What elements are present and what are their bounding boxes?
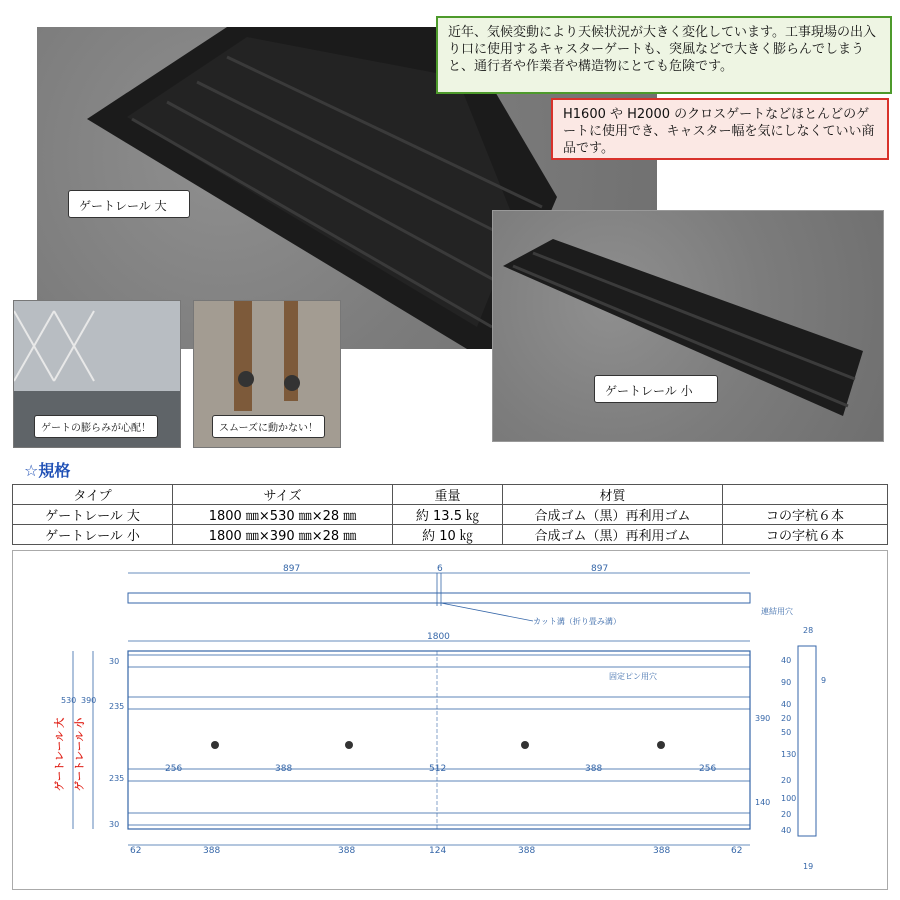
cell: 合成ゴム（黒）再利用ゴム xyxy=(503,525,723,545)
dim-right-390: 390 xyxy=(755,714,771,723)
pin-hole-3 xyxy=(521,741,529,749)
label-large-text: ゲートレール 大 xyxy=(79,199,167,213)
side-dim-9: 20 xyxy=(781,776,792,785)
red-callout xyxy=(551,98,889,160)
side-dim-5: 40 xyxy=(781,700,792,709)
dim-bot-2: 388 xyxy=(203,846,221,856)
label-large-rail xyxy=(68,190,190,218)
dim-left-4: 30 xyxy=(109,820,120,829)
drawing-svg xyxy=(13,551,889,891)
cut-groove-label: カット溝（折り畳み溝） xyxy=(533,617,621,626)
side-dim-3: 90 xyxy=(781,678,792,687)
photo-gate-bulge xyxy=(13,300,181,448)
dim-overall-small: 390 xyxy=(81,696,97,705)
cell: コの字杭６本 xyxy=(723,505,888,525)
dim-bot-1: 62 xyxy=(130,846,142,856)
dim-bot-3: 388 xyxy=(338,846,356,856)
photo1-caption xyxy=(34,415,158,438)
side-dim-2: 40 xyxy=(781,656,792,665)
side-dim-11: 20 xyxy=(781,810,792,819)
pin-hole-4 xyxy=(657,741,665,749)
photo-small-rail xyxy=(492,210,884,442)
dim-left-3: 235 xyxy=(109,774,125,783)
header-accessory xyxy=(723,485,888,505)
header-weight: 重量 xyxy=(393,485,503,505)
side-profile xyxy=(798,646,816,836)
dim-bot-6: 388 xyxy=(653,846,671,856)
dim-bot-7: 62 xyxy=(731,846,743,856)
cell: 約 13.5 ㎏ xyxy=(393,505,503,525)
label-small-text: ゲートレール 小 xyxy=(605,384,693,398)
dim-mid-2: 388 xyxy=(275,764,293,774)
dim-right-140: 140 xyxy=(755,798,771,807)
connect-hole-label: 連結用穴 xyxy=(761,607,793,616)
side-dim-1: 28 xyxy=(803,626,814,635)
photo-not-smooth xyxy=(193,300,341,448)
header-size: サイズ xyxy=(173,485,393,505)
cell: 1800 ㎜×530 ㎜×28 ㎜ xyxy=(173,505,393,525)
pin-hole-1 xyxy=(211,741,219,749)
header-material: 材質 xyxy=(503,485,723,505)
green-callout-text: 近年、気候変動により天候状況が大きく変化しています。工事現場の出入り口に使用するキャスターゲートも、突風などで大きく膨らんでしまうと、通行者や作業者や構造物にとても危険です。 xyxy=(448,25,876,74)
spec-title: ☆規格 xyxy=(24,461,71,480)
side-dim-6: 20 xyxy=(781,714,792,723)
dim-mid-1: 256 xyxy=(165,764,183,774)
dim-top-right: 897 xyxy=(591,564,609,574)
side-dim-8: 130 xyxy=(781,750,797,759)
dim-bot-5: 388 xyxy=(518,846,536,856)
dim-left-1: 30 xyxy=(109,657,120,666)
red-label-small: ゲートレール 小 xyxy=(75,717,86,791)
pin-hole-2 xyxy=(345,741,353,749)
side-dim-7: 50 xyxy=(781,728,792,737)
side-dim-10: 100 xyxy=(781,794,797,803)
side-dim-13: 19 xyxy=(803,862,814,871)
cell: 1800 ㎜×390 ㎜×28 ㎜ xyxy=(173,525,393,545)
technical-drawing xyxy=(12,550,888,890)
green-callout xyxy=(436,16,892,94)
dim-top-left: 897 xyxy=(283,564,301,574)
dim-mid-3: 512 xyxy=(429,764,447,774)
cell: コの字杭６本 xyxy=(723,525,888,545)
cell: ゲートレール 小 xyxy=(13,525,173,545)
pin-hole-label: 固定ピン用穴 xyxy=(609,672,657,681)
cell: 合成ゴム（黒）再利用ゴム xyxy=(503,505,723,525)
side-dim-4: 9 xyxy=(821,676,827,685)
spec-table xyxy=(12,484,888,545)
spec-header-row xyxy=(13,485,888,505)
side-dim-12: 40 xyxy=(781,826,792,835)
dim-mid-5: 256 xyxy=(699,764,717,774)
table-row xyxy=(13,505,888,525)
photo1-caption-text: ゲートの膨らみが心配！ xyxy=(41,423,151,434)
dim-top-gap: 6 xyxy=(437,564,443,574)
dim-total: 1800 xyxy=(427,632,450,642)
dim-overall-large: 530 xyxy=(61,696,77,705)
cell: ゲートレール 大 xyxy=(13,505,173,525)
small-rail-illustration xyxy=(493,211,884,442)
header-type: タイプ xyxy=(13,485,173,505)
photo2-caption-text: スムーズに動かない！ xyxy=(219,423,318,434)
dim-left-2: 235 xyxy=(109,702,125,711)
label-small-rail xyxy=(594,375,718,403)
photo2-caption xyxy=(212,415,325,438)
table-row xyxy=(13,525,888,545)
red-callout-text: H1600 や H2000 のクロスゲートなどほとんどのゲートに使用でき、キャスター幅を気にしなくていい商品です。 xyxy=(563,107,875,156)
red-label-large: ゲートレール 大 xyxy=(55,717,66,791)
cell: 約 10 ㎏ xyxy=(393,525,503,545)
dim-bot-4: 124 xyxy=(429,846,447,856)
dim-mid-4: 388 xyxy=(585,764,603,774)
